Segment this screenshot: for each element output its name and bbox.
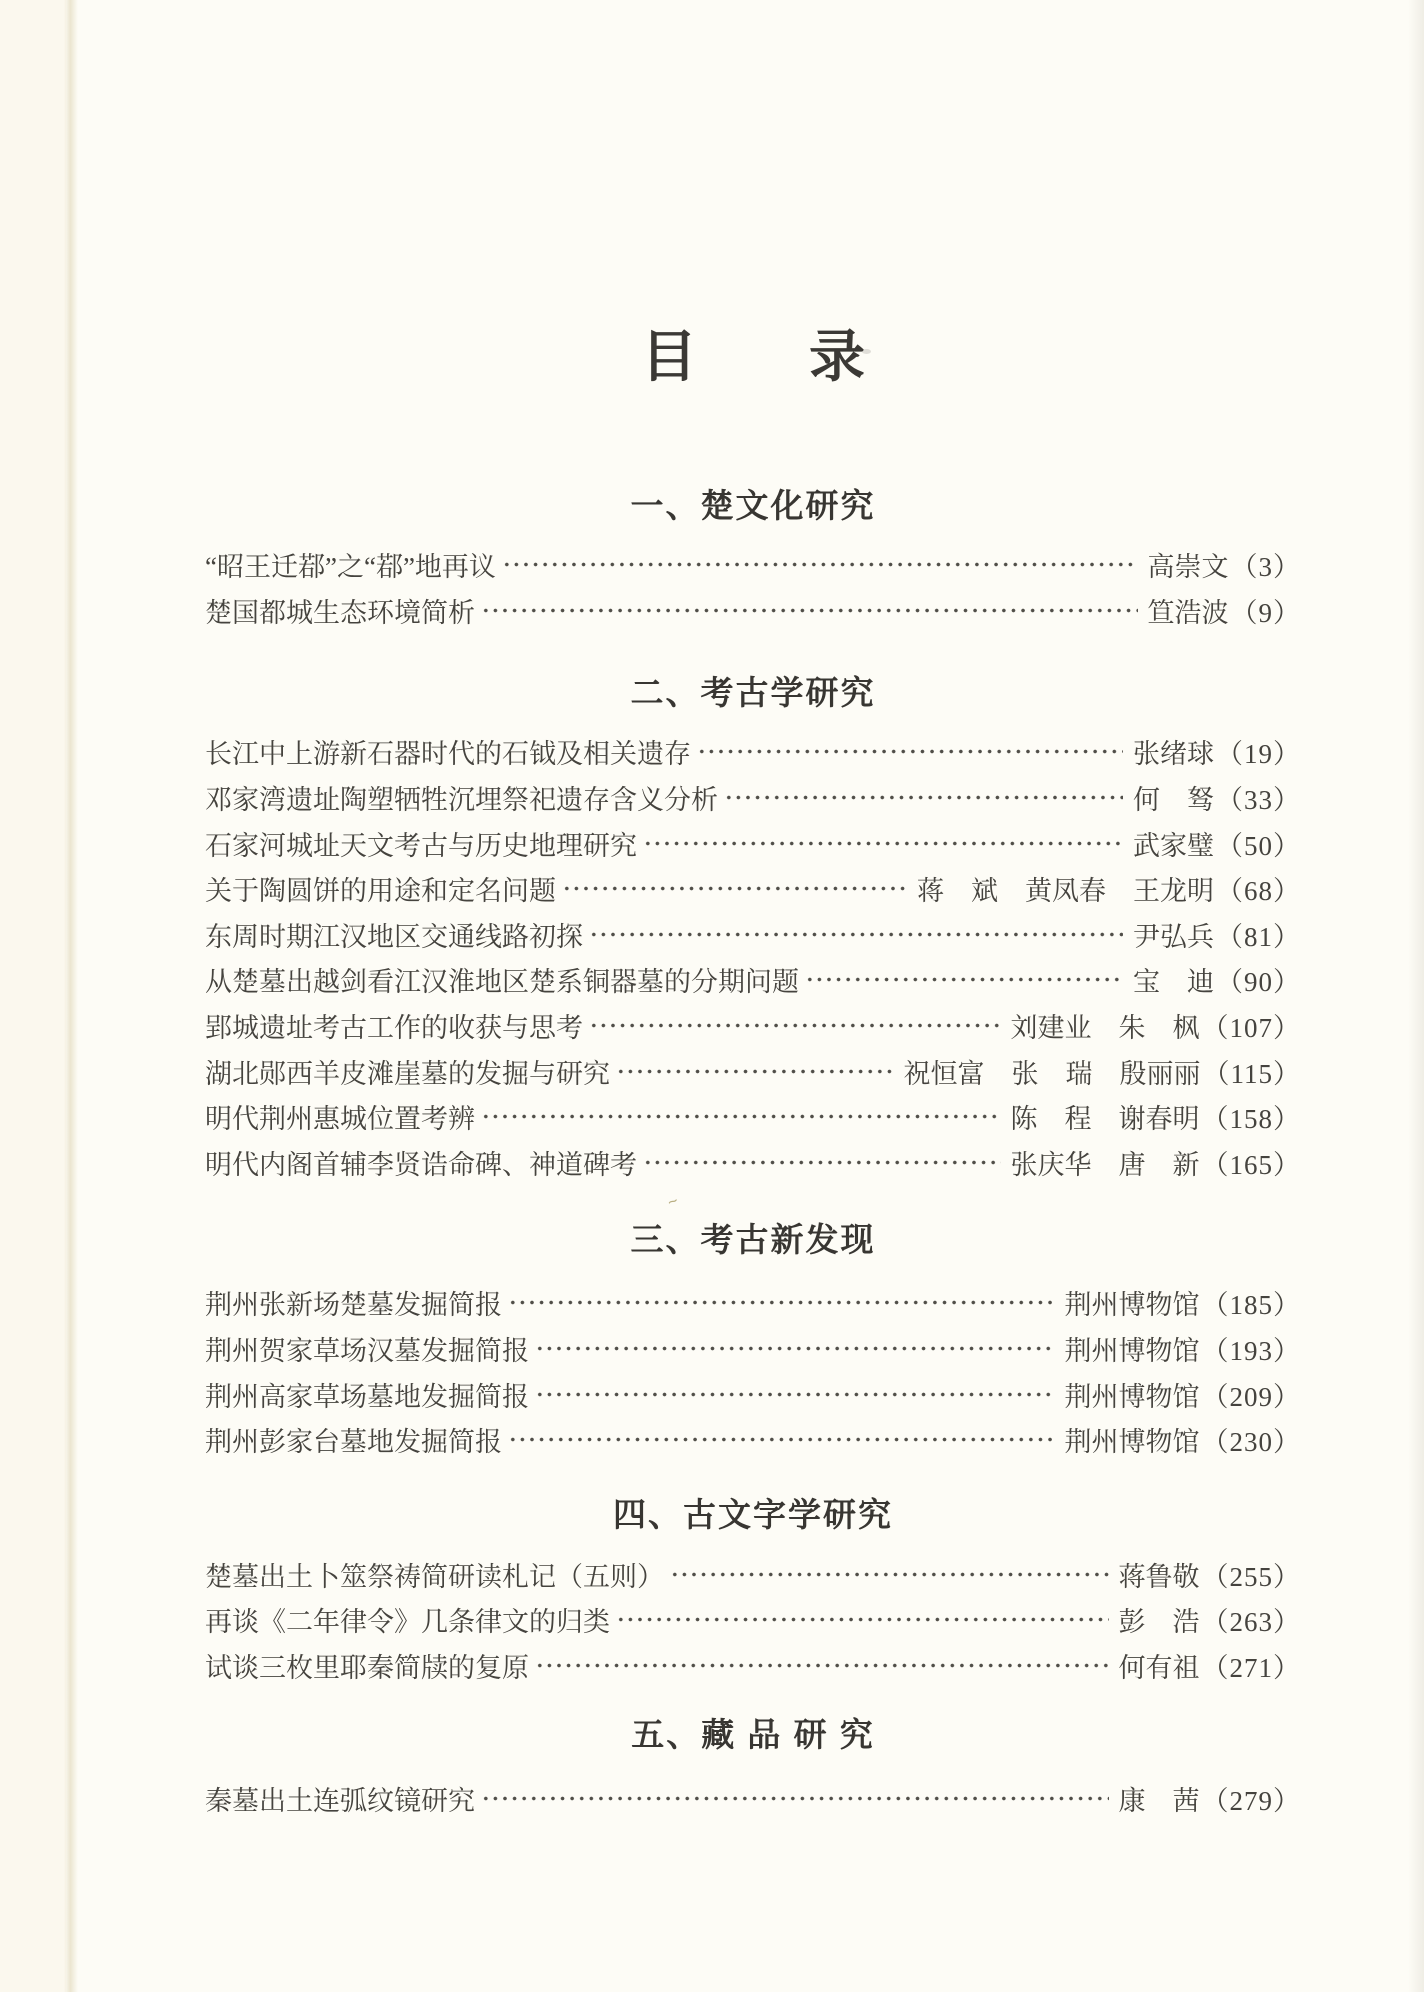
toc-entry (205, 1417, 1301, 1463)
entry-title: 秦墓出土连弧纹镜研究 (205, 1785, 475, 1816)
section-heading: 五、藏 品 研 究 (631, 1716, 875, 1754)
entry-authors: 荆州博物馆 (1064, 1427, 1200, 1458)
toc-entry (205, 542, 1301, 588)
section-entries (205, 712, 1301, 1185)
entry-authors: 荆州博物馆 (1064, 1290, 1200, 1321)
entry-authors: 蒋鲁敬 (1118, 1561, 1200, 1592)
entry-title: 荆州高家草场墓地发掘简报 (205, 1381, 529, 1412)
section-entries (205, 525, 1301, 633)
dot-leader (643, 830, 1123, 857)
entry-title: 郢城遗址考古工作的收获与思考 (205, 1013, 583, 1044)
entry-authors: 蒋 斌 黄凤春 王龙明 (917, 876, 1214, 907)
toc-entry (205, 1048, 1301, 1094)
entry-authors: 高崇文 (1147, 552, 1229, 583)
section-heading: 二、考古学研究 (630, 674, 876, 712)
dot-leader (508, 1426, 1055, 1453)
entry-title: 长江中上游新石器时代的石钺及相关遗存 (205, 739, 691, 770)
entry-page-number: （165） (1201, 1149, 1301, 1180)
entry-title: 楚国都城生态环境简析 (205, 597, 475, 628)
toc-entry (205, 866, 1301, 912)
entry-page-number: （50） (1216, 830, 1301, 861)
entry-page-number: （271） (1201, 1652, 1301, 1683)
toc-entry (205, 1597, 1301, 1643)
entry-title: 从楚墓出越剑看江汉淮地区楚系铜器墓的分期问题 (205, 967, 799, 998)
dot-leader (562, 875, 907, 902)
entry-page-number: （209） (1201, 1381, 1301, 1412)
scan-artifact: ~ (664, 1190, 682, 1213)
entry-authors: 宝 迪 (1133, 967, 1214, 998)
entry-page-number: （263） (1201, 1607, 1301, 1638)
toc-entry (205, 1552, 1301, 1598)
toc-entry (205, 1003, 1301, 1049)
entry-authors: 尹弘兵 (1133, 921, 1214, 952)
entry-page-number: （68） (1216, 876, 1301, 907)
page-gutter-shadow (64, 0, 78, 1992)
entry-authors: 张绪球 (1133, 739, 1214, 770)
entry-authors: 张庆华 唐 新 (1010, 1149, 1200, 1180)
dot-leader (697, 738, 1123, 765)
entry-page-number: （19） (1216, 739, 1301, 770)
dot-leader (616, 1606, 1109, 1633)
entry-authors: 荆州博物馆 (1064, 1381, 1200, 1412)
entry-authors: 祝恒富 张 瑞 殷丽丽 (903, 1058, 1201, 1089)
section-entries (205, 1259, 1301, 1462)
section-entries (205, 1754, 1301, 1821)
dot-leader (724, 784, 1123, 811)
dot-leader (589, 921, 1123, 948)
entry-title: 试谈三枚里耶秦简牍的复原 (205, 1652, 529, 1683)
entry-page-number: （255） (1201, 1561, 1301, 1592)
dot-leader (481, 1785, 1109, 1812)
dot-leader (670, 1561, 1109, 1588)
section-heading: 一、楚文化研究 (630, 487, 876, 524)
toc-entry (205, 729, 1301, 775)
entry-page-number: （193） (1201, 1336, 1301, 1367)
section-heading: 四、古文字学研究 (613, 1495, 893, 1533)
entry-page-number: （230） (1201, 1427, 1301, 1458)
table-of-contents (205, 0, 1301, 1821)
section-entries (205, 1534, 1301, 1689)
dot-leader (502, 551, 1138, 578)
toc-entry (205, 912, 1301, 958)
toc-entry (205, 1280, 1301, 1326)
page-right-edge (1408, 0, 1424, 1992)
entry-title: 荆州彭家台墓地发掘简报 (205, 1427, 502, 1458)
entry-page-number: （279） (1201, 1785, 1301, 1816)
entry-title: 石家河城址天文考古与历史地理研究 (205, 830, 637, 861)
entry-page-number: （33） (1216, 785, 1301, 816)
entry-title: “昭王迁鄀”之“鄀”地再议 (205, 552, 496, 583)
toc-entry (205, 957, 1301, 1003)
toc-entry (205, 1371, 1301, 1417)
entry-page-number: （115） (1202, 1058, 1301, 1089)
dot-leader (643, 1149, 1001, 1176)
entry-page-number: （158） (1201, 1104, 1301, 1135)
page-title: 目 录 (641, 327, 865, 389)
toc-entry (205, 1643, 1301, 1689)
entry-title: 楚墓出土卜筮祭祷简研读札记（五则） (205, 1561, 664, 1592)
dot-leader (508, 1289, 1055, 1316)
toc-entry (205, 775, 1301, 821)
entry-title: 荆州贺家草场汉墓发掘简报 (205, 1336, 529, 1367)
toc-entry (205, 1775, 1301, 1821)
section-heading: 三、考古新发现 (630, 1221, 876, 1259)
entry-title: 湖北郧西羊皮滩崖墓的发掘与研究 (205, 1058, 610, 1089)
dot-leader (481, 597, 1138, 624)
entry-page-number: （90） (1216, 967, 1301, 998)
entry-authors: 荆州博物馆 (1064, 1336, 1200, 1367)
entry-title: 荆州张新场楚墓发掘简报 (205, 1290, 502, 1321)
entry-authors: 康 茜 (1118, 1785, 1200, 1816)
entry-authors: 笪浩波 (1147, 597, 1229, 628)
dot-leader (535, 1335, 1055, 1362)
entry-page-number: （81） (1216, 921, 1301, 952)
dot-leader (481, 1103, 1001, 1130)
toc-entry (205, 820, 1301, 866)
entry-authors: 何有祖 (1118, 1652, 1200, 1683)
entry-page-number: （185） (1201, 1290, 1301, 1321)
entry-authors: 陈 程 谢春明 (1010, 1104, 1200, 1135)
entry-page-number: （3） (1230, 552, 1301, 583)
dot-leader (805, 966, 1123, 993)
entry-page-number: （107） (1201, 1013, 1301, 1044)
toc-entry (205, 1140, 1301, 1186)
toc-section (205, 1221, 1301, 1462)
toc-entry (205, 1094, 1301, 1140)
toc-entry (205, 1326, 1301, 1372)
entry-title: 再谈《二年律令》几条律文的归类 (205, 1607, 610, 1638)
toc-section (205, 1496, 1301, 1689)
entry-authors: 武家璧 (1133, 830, 1214, 861)
toc-section (205, 674, 1301, 1185)
page-left-edge (0, 0, 66, 1992)
entry-title: 明代内阁首辅李贤诰命碑、神道碑考 (205, 1149, 637, 1180)
entry-authors: 刘建业 朱 枫 (1010, 1013, 1200, 1044)
toc-section (205, 1716, 1301, 1821)
dot-leader (535, 1652, 1109, 1679)
dot-leader (589, 1012, 1001, 1039)
toc-entry (205, 588, 1301, 634)
dot-leader (535, 1381, 1055, 1408)
entry-page-number: （9） (1230, 597, 1301, 628)
entry-authors: 彭 浩 (1118, 1607, 1200, 1638)
entry-title: 邓家湾遗址陶塑牺牲沉埋祭祀遗存含义分析 (205, 785, 718, 816)
entry-title: 东周时期江汉地区交通线路初探 (205, 921, 583, 952)
entry-title: 明代荆州惠城位置考辨 (205, 1104, 475, 1135)
toc-section (205, 487, 1301, 633)
entry-authors: 何 驽 (1133, 785, 1214, 816)
dot-leader (616, 1058, 894, 1085)
entry-title: 关于陶圆饼的用途和定名问题 (205, 876, 556, 907)
